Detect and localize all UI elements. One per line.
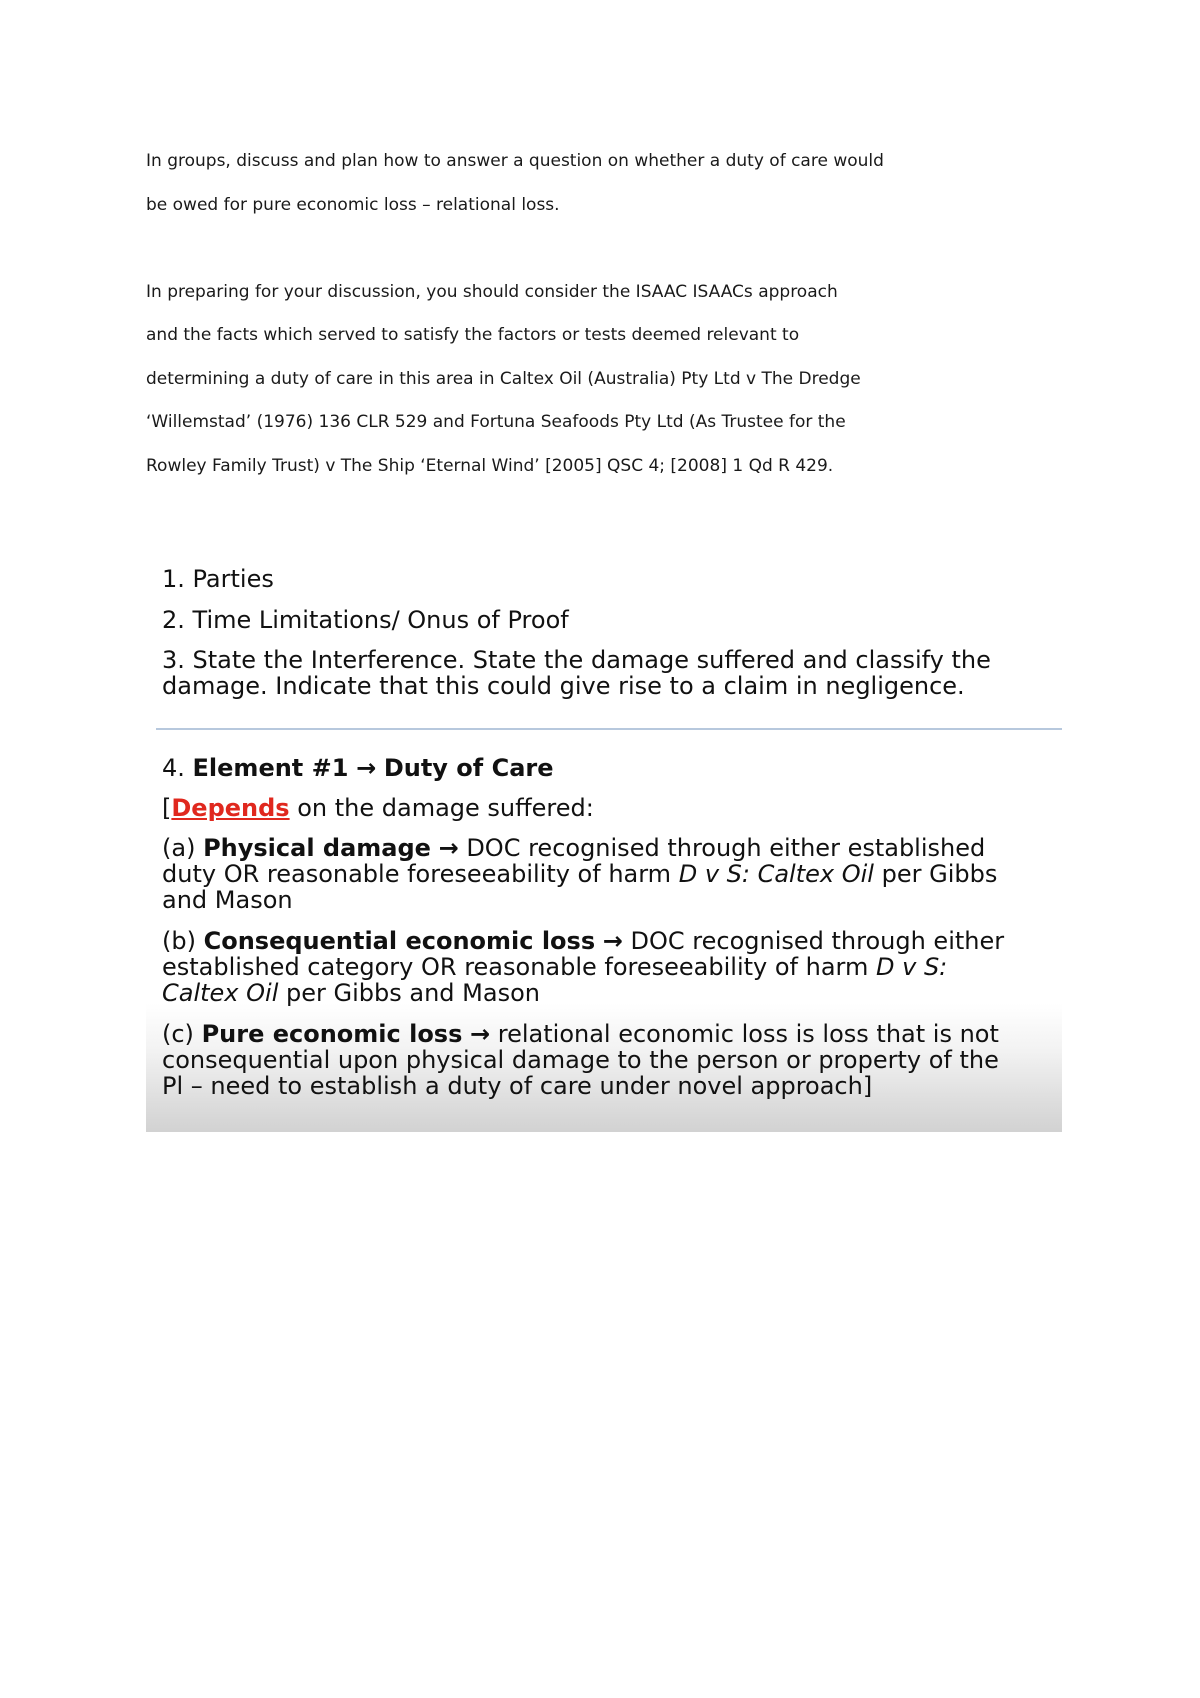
point-b-line-1-rest: DOC recognised through either — [630, 927, 1005, 955]
arrow-right-icon: → — [602, 927, 623, 955]
slide-image — [146, 558, 1062, 1132]
intro-p1-line-1: In groups, discuss and plan how to answer a question on whether a duty of care would — [146, 151, 884, 171]
arrow-right-icon: → — [356, 754, 377, 782]
intro-p2-line-3: determining a duty of care in this area in Caltex Oil (Australia) Pty Ltd v The Dredge — [146, 368, 861, 389]
point-b-line-1 — [162, 928, 1052, 955]
slide-item-interference-line-1: 3. State the Interference. State the damage suffered and classify the — [162, 646, 991, 674]
element-label: Element #1 — [192, 754, 349, 782]
arrow-right-icon: → — [470, 1020, 491, 1048]
intro-p2-line-1: In preparing for your discussion, you should consider the ISAAC ISAACs approach — [146, 281, 838, 302]
point-a-line-3: and Mason — [162, 886, 293, 914]
consequential-loss-term: Consequential economic loss — [203, 927, 596, 955]
point-b-label: (b) — [162, 927, 204, 955]
case-d-v-s: D v S: — [876, 953, 948, 981]
slide-item-element-1 — [162, 755, 1052, 782]
duty-of-care-heading: Duty of Care — [383, 754, 554, 782]
intro-p1-line-2: be owed for pure economic loss – relational loss. — [146, 194, 560, 215]
point-a-line-2-start: duty OR reasonable foreseeability of harm — [162, 860, 679, 888]
intro-p2-line-2: and the facts which served to satisfy the factors or tests deemed relevant to — [146, 325, 800, 345]
case-caltex-oil: Caltex Oil — [162, 979, 279, 1007]
point-c-label: (c) — [162, 1020, 202, 1048]
slide-item-parties: 1. Parties — [162, 565, 274, 593]
point-a-line-1 — [162, 835, 1052, 862]
depends-line — [162, 795, 1052, 822]
physical-damage-term: Physical damage — [203, 834, 431, 862]
slide-item-interference-line-2: damage. Indicate that this could give rise to a claim in negligence. — [162, 672, 965, 700]
element-prefix: 4. — [162, 754, 193, 782]
point-c-line-3: Pl – need to establish a duty of care under novel approach] — [162, 1072, 873, 1100]
point-c-line-1-rest: relational economic loss is loss that is not — [497, 1020, 999, 1048]
point-b-line-2 — [162, 954, 1052, 981]
point-b-line-3-end: per Gibbs and Mason — [278, 979, 540, 1007]
intro-p2-line-5: Rowley Family Trust) v The Ship ‘Eternal Wind’ [2005] QSC 4; [2008] 1 Qd R 429. — [146, 455, 834, 476]
intro-paragraph-1 — [146, 140, 1086, 227]
point-a-line-2 — [162, 861, 1052, 888]
point-a-line-1-rest: DOC recognised through either established — [466, 834, 986, 862]
slide-item-time-limitations: 2. Time Limitations/ Onus of Proof — [162, 606, 569, 634]
point-c-line-1 — [162, 1021, 1052, 1048]
point-a-line-2-end: per Gibbs — [873, 860, 998, 888]
arrow-right-icon: → — [438, 834, 459, 862]
intro-p2-line-4: ‘Willemstad’ (1976) 136 CLR 529 and Fortuna Seafoods Pty Ltd (As Trustee for the — [146, 412, 846, 432]
point-b-line-3 — [162, 980, 1052, 1007]
point-a-label: (a) — [162, 834, 204, 862]
depends-keyword: Depends — [171, 794, 290, 822]
intro-text — [146, 140, 1086, 488]
intro-paragraph-2 — [146, 271, 1086, 489]
point-b-line-2-start: established category OR reasonable foreseeability of harm — [162, 953, 876, 981]
case-caltex-oil: D v S: Caltex Oil — [678, 860, 874, 888]
open-bracket: [ — [162, 794, 172, 822]
point-c-line-2: consequential upon physical damage to the person or property of the — [162, 1046, 999, 1074]
pure-economic-loss-term: Pure economic loss — [201, 1020, 463, 1048]
depends-rest: on the damage suffered: — [289, 794, 594, 822]
